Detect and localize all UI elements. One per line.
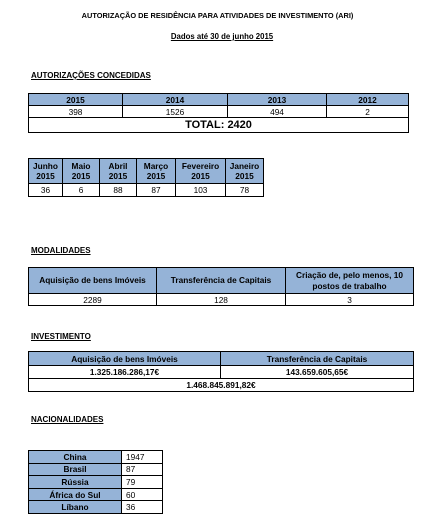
document-title: AUTORIZAÇÃO DE RESIDÊNCIA PARA ATIVIDADES DE INVESTIMENTO (ARI) bbox=[81, 11, 354, 20]
section-heading-modalidades: MODALIDADES bbox=[31, 246, 91, 255]
month-year: 2015 bbox=[108, 171, 128, 181]
year-header: 2015 bbox=[29, 94, 123, 106]
month-name: Maio bbox=[71, 161, 91, 171]
month-header bbox=[29, 159, 63, 184]
country-label: Líbano bbox=[29, 501, 122, 514]
table-header-row bbox=[29, 94, 409, 106]
table-data-row bbox=[29, 366, 414, 379]
modalidade-header: Criação de, pelo menos, 10 postos de trabalho bbox=[286, 268, 414, 294]
year-count: 398 bbox=[29, 106, 123, 118]
monthly-table bbox=[28, 158, 264, 197]
month-count: 103 bbox=[176, 184, 226, 197]
country-label: Rússia bbox=[29, 476, 122, 489]
month-year: 2015 bbox=[36, 171, 55, 181]
month-count: 87 bbox=[137, 184, 176, 197]
section-heading-autorizacoes: AUTORIZAÇÕES CONCEDIDAS bbox=[31, 71, 151, 80]
year-header: 2012 bbox=[327, 94, 409, 106]
table-header-row bbox=[29, 159, 264, 184]
year-count: 2 bbox=[327, 106, 409, 118]
year-count: 494 bbox=[228, 106, 327, 118]
table-data-row bbox=[29, 106, 409, 118]
investimento-total: 1.468.845.891,82€ bbox=[29, 379, 414, 392]
table-header-row bbox=[29, 352, 414, 366]
section-heading-nacionalidades: NACIONALIDADES bbox=[31, 415, 104, 424]
month-name: Janeiro bbox=[229, 161, 260, 171]
month-year: 2015 bbox=[235, 171, 254, 181]
month-header bbox=[137, 159, 176, 184]
modalidades-table bbox=[28, 267, 414, 306]
autorizacoes-total: TOTAL: 2420 bbox=[29, 118, 409, 133]
table-row bbox=[29, 463, 163, 476]
autorizacoes-table bbox=[28, 93, 409, 133]
modalidade-value: 2289 bbox=[29, 294, 157, 306]
nacionalidades-table bbox=[28, 450, 163, 514]
modalidade-header: Aquisição de bens Imóveis bbox=[29, 268, 157, 294]
year-count: 1526 bbox=[123, 106, 228, 118]
investimento-value: 1.325.186.286,17€ bbox=[29, 366, 221, 379]
investimento-header: Aquisição de bens Imóveis bbox=[29, 352, 221, 366]
country-count: 60 bbox=[122, 488, 163, 501]
month-count: 78 bbox=[226, 184, 264, 197]
table-total-row bbox=[29, 118, 409, 133]
month-header bbox=[176, 159, 226, 184]
year-header: 2013 bbox=[228, 94, 327, 106]
country-label: Brasil bbox=[29, 463, 122, 476]
table-row bbox=[29, 501, 163, 514]
month-name: Março bbox=[143, 161, 169, 171]
country-label: China bbox=[29, 451, 122, 464]
country-label: África do Sul bbox=[29, 488, 122, 501]
investimento-value: 143.659.605,65€ bbox=[221, 366, 414, 379]
table-data-row bbox=[29, 184, 264, 197]
country-count: 1947 bbox=[122, 451, 163, 464]
investimento-table bbox=[28, 351, 414, 392]
month-count: 88 bbox=[100, 184, 137, 197]
investimento-header: Transferência de Capitais bbox=[221, 352, 414, 366]
month-year: 2015 bbox=[146, 171, 166, 181]
month-header bbox=[63, 159, 100, 184]
country-count: 79 bbox=[122, 476, 163, 489]
month-name: Junho bbox=[33, 161, 58, 171]
table-row bbox=[29, 488, 163, 501]
country-count: 36 bbox=[122, 501, 163, 514]
modalidade-value: 3 bbox=[286, 294, 414, 306]
table-total-row bbox=[29, 379, 414, 392]
table-row bbox=[29, 476, 163, 489]
modalidade-header: Transferência de Capitais bbox=[157, 268, 286, 294]
table-row bbox=[29, 451, 163, 464]
month-count: 6 bbox=[63, 184, 100, 197]
section-heading-investimento: INVESTIMENTO bbox=[31, 332, 91, 341]
month-name: Abril bbox=[108, 161, 128, 171]
table-data-row bbox=[29, 294, 414, 306]
country-count: 87 bbox=[122, 463, 163, 476]
modalidade-value: 128 bbox=[157, 294, 286, 306]
month-year: 2015 bbox=[71, 171, 91, 181]
year-header: 2014 bbox=[123, 94, 228, 106]
month-header bbox=[226, 159, 264, 184]
month-year: 2015 bbox=[191, 171, 210, 181]
month-name: Fevereiro bbox=[181, 161, 220, 171]
table-header-row bbox=[29, 268, 414, 294]
month-count: 36 bbox=[29, 184, 63, 197]
month-header bbox=[100, 159, 137, 184]
document-subtitle: Dados até 30 de junho 2015 bbox=[170, 32, 274, 41]
